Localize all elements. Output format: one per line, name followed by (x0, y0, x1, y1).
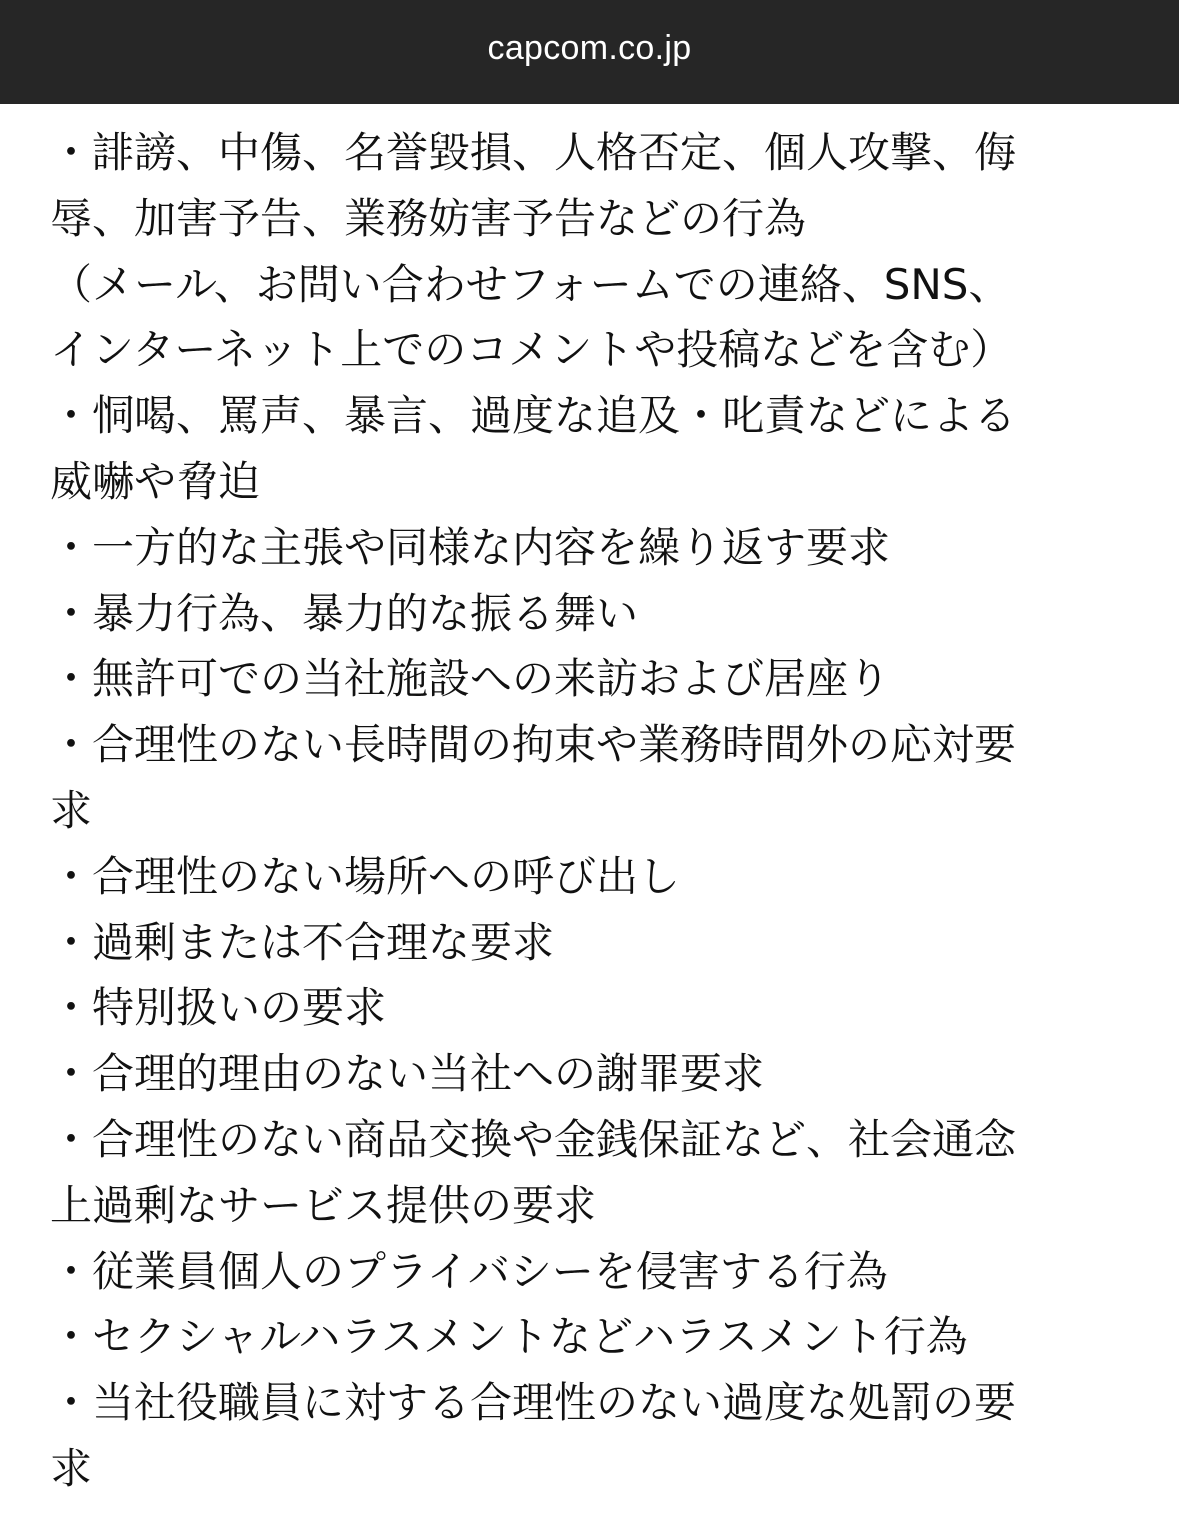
text-line: 威嚇や脅迫 (50, 456, 261, 506)
text-line: ・暴力行為、暴力的な振る舞い (50, 588, 639, 638)
text-line: ・合理性のない商品交換や金銭保証など、社会通念 (50, 1114, 1017, 1164)
text-line: ・合理性のない長時間の拘束や業務時間外の応対要 (50, 720, 1017, 770)
text-line: ・恫喝、罵声、暴言、過度な追及・叱責などによる (50, 391, 1017, 441)
text-line: ・合理的理由のない当社への謝罪要求 (50, 1049, 765, 1099)
text-line: 上過剰なサービス提供の要求 (50, 1180, 597, 1230)
text-line: （メール、お問い合わせフォームでの連絡、SNS、 (50, 259, 1011, 309)
text-line: ・一方的な主張や同様な内容を繰り返す要求 (50, 522, 891, 572)
text-line: ・合理性のない場所への呼び出し (50, 851, 681, 901)
text-line: 辱、加害予告、業務妨害予告などの行為 (50, 193, 807, 243)
text-line: ・無許可での当社施設への来訪および居座り (50, 654, 891, 704)
article-body (50, 120, 1135, 1502)
url-text[interactable]: capcom.co.jp (487, 28, 692, 67)
text-line: ・過剰または不合理な要求 (50, 917, 555, 967)
text-line: インターネット上でのコメントや投稿などを含む） (50, 325, 1013, 375)
text-line: ・特別扱いの要求 (50, 983, 387, 1033)
text-line: ・従業員個人のプライバシーを侵害する行為 (50, 1246, 888, 1296)
text-line: ・セクシャルハラスメントなどハラスメント行為 (50, 1312, 968, 1362)
text-line: 求 (50, 785, 93, 835)
text-line: ・誹謗、中傷、名誉毀損、人格否定、個人攻撃、侮 (50, 128, 1017, 177)
browser-address-bar[interactable] (0, 0, 1179, 104)
text-line: ・当社役職員に対する合理性のない過度な処罰の要 (50, 1378, 1017, 1428)
text-line: 求 (50, 1443, 93, 1493)
